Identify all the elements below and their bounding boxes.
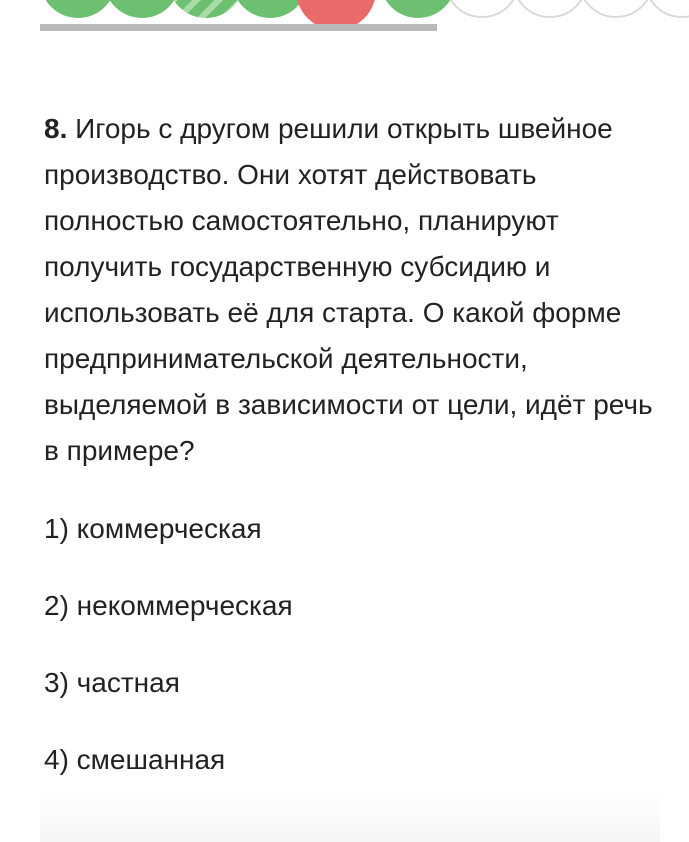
answer-option-1[interactable]: 1) коммерческая (44, 513, 262, 544)
progress-dot-1[interactable] (40, 0, 116, 18)
answer-options (44, 506, 644, 814)
progress-bar (40, 24, 437, 31)
question-text (44, 106, 674, 474)
question-body: Игорь с другом решили открыть швейное производство. Они хотят действовать полностью самостоятельно, планируют получить государственную субсидию и использовать её для старта. О какой форме предпринимательской деятельности, выделяемой в зависимости от цели, идёт речь в примере? (44, 113, 653, 466)
progress-dot-8[interactable] (512, 0, 588, 18)
bottom-panel-edge (40, 790, 660, 842)
progress-indicator (40, 0, 689, 22)
progress-dot-2[interactable] (104, 0, 180, 18)
answer-option-3[interactable]: 3) частная (44, 667, 180, 698)
progress-dot-3[interactable] (168, 0, 244, 18)
progress-dot-9[interactable] (578, 0, 654, 18)
question-number: 8. (44, 113, 68, 144)
progress-dot-4[interactable] (232, 0, 308, 18)
progress-dot-10[interactable] (644, 0, 689, 18)
answer-option-4[interactable]: 4) смешанная (44, 744, 226, 775)
answer-option-2[interactable]: 2) некоммерческая (44, 590, 293, 621)
progress-dot-7[interactable] (444, 0, 520, 18)
progress-dot-6[interactable] (380, 0, 456, 18)
